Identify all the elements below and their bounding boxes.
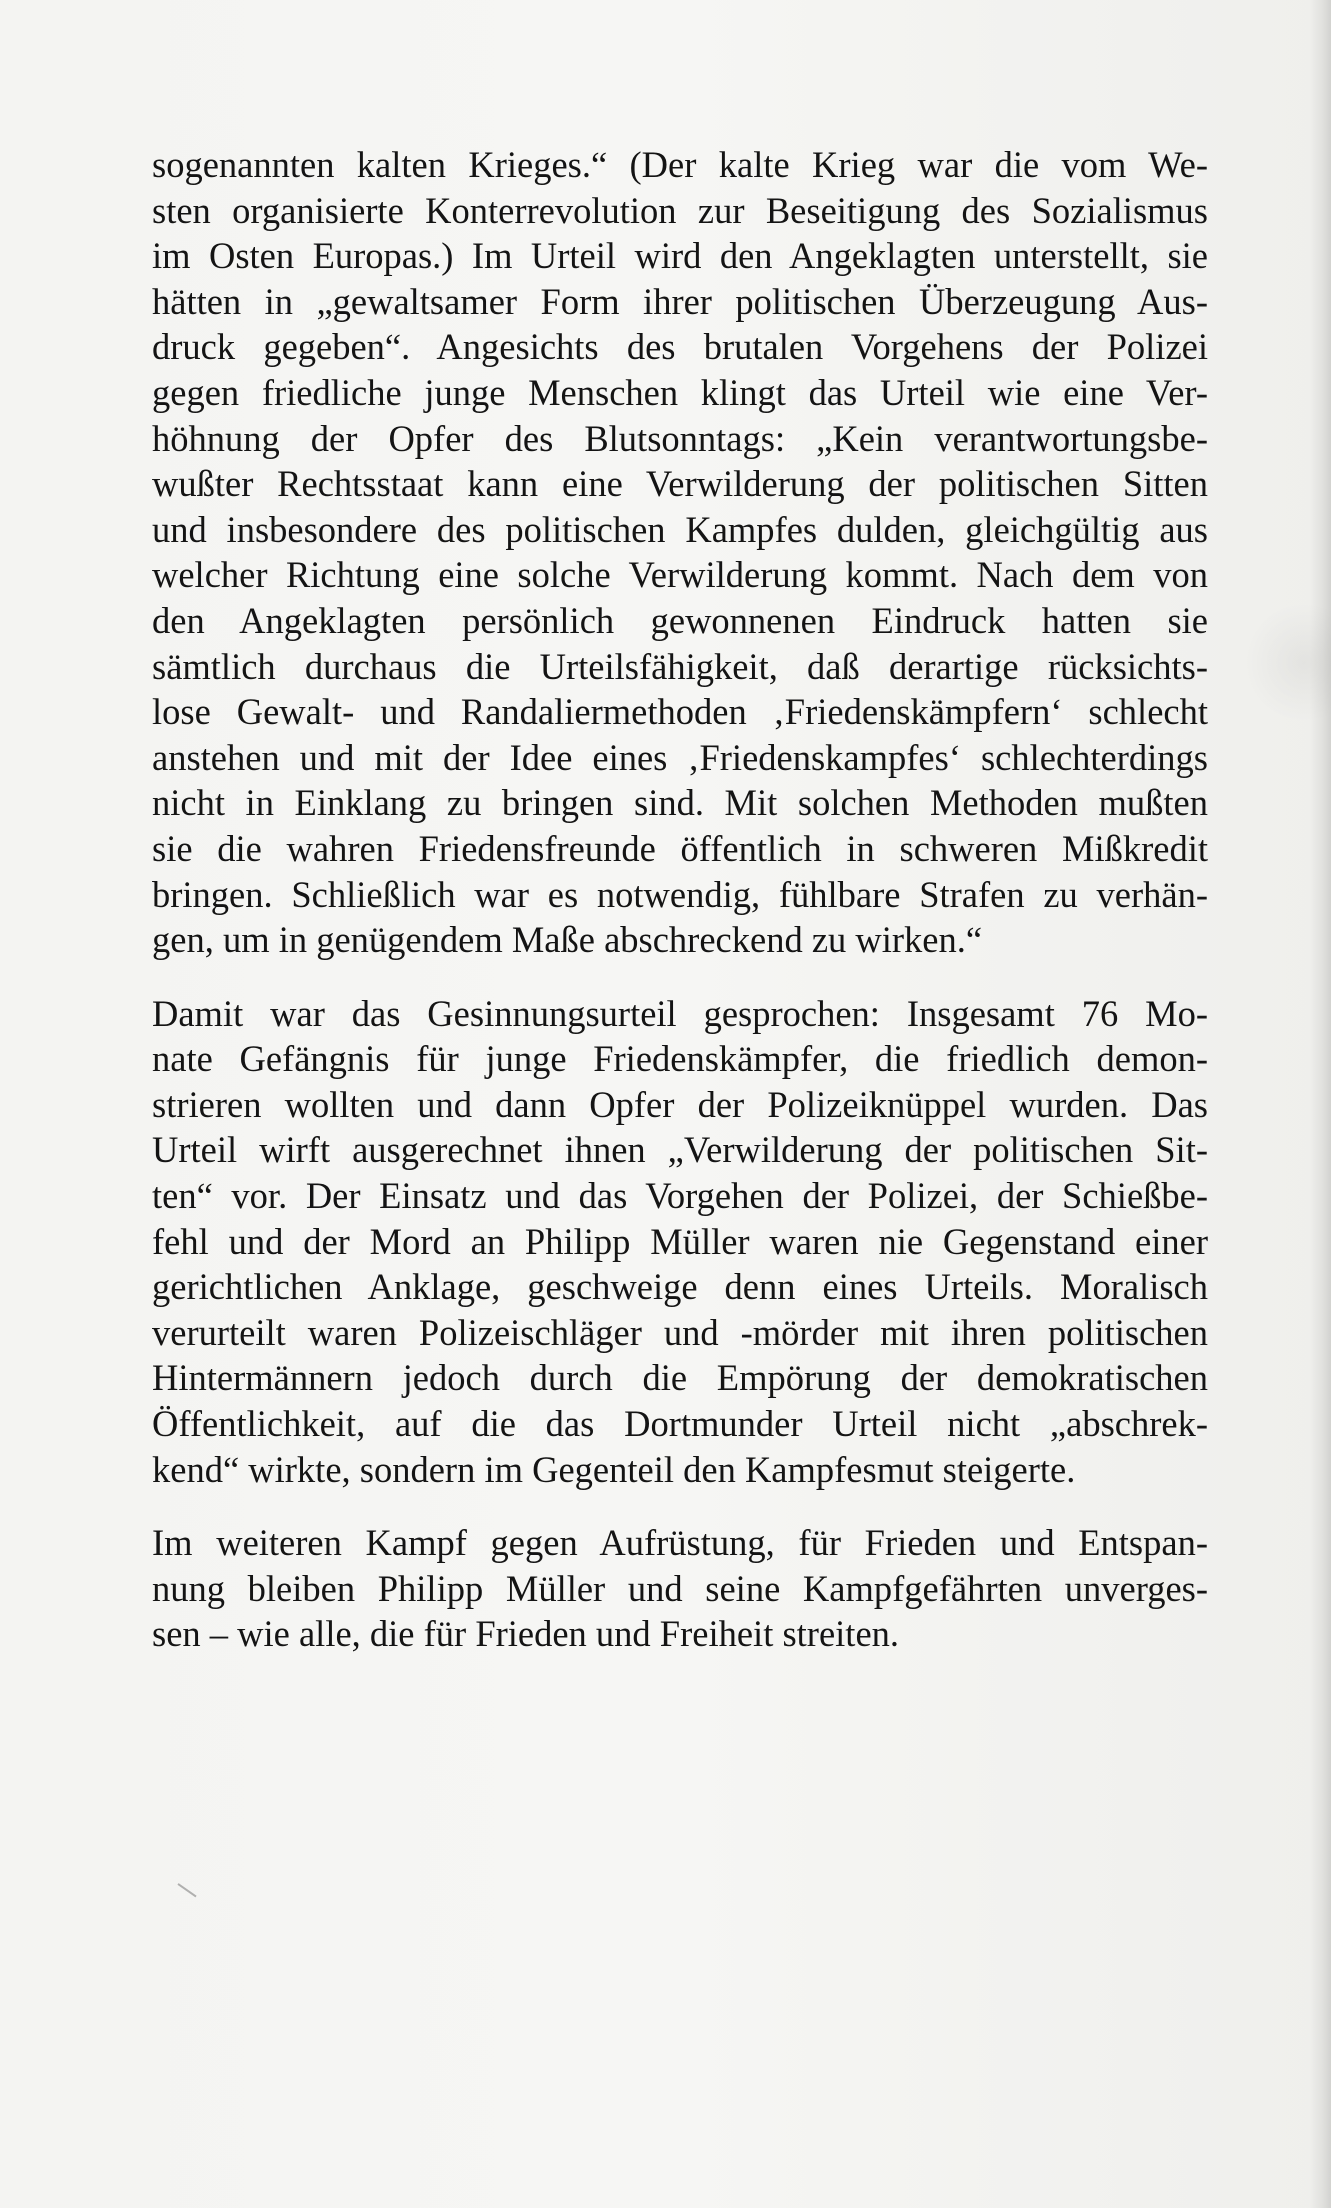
text-line: strieren wollten und dann Opfer der Polizeiknüppel wurden. Das [152,1083,1208,1125]
text-line: Urteil wirft ausgerechnet ihnen „Verwilderung der politischen Sit- [152,1129,1208,1171]
text-line: Damit war das Gesinnungsurteil gesprochen: Insgesamt 76 Mo- [152,992,1208,1034]
text-line: nicht in Einklang zu bringen sind. Mit solchen Methoden mußten [152,782,1208,824]
text-line: anstehen und mit der Idee eines ‚Friedenskampfes‘ schlechterdings [152,736,1208,778]
text-line: sämtlich durchaus die Urteilsfähigkeit, daß derartige rücksichts- [152,645,1208,687]
text-line: fehl und der Mord an Philipp Müller waren nie Gegenstand einer [152,1220,1208,1262]
text-line: hätten in „gewaltsamer Form ihrer politischen Überzeugung Aus- [152,280,1208,322]
stray-pen-mark [169,1883,196,1909]
text-line: welcher Richtung eine solche Verwilderung kommt. Nach dem von [152,554,1208,596]
text-line: ten“ vor. Der Einsatz und das Vorgehen der Polizei, der Schießbe- [152,1175,1208,1217]
text-line: höhnung der Opfer des Blutsonntags: „Kein verantwortungsbe- [152,417,1208,459]
text-line: wußter Rechtsstaat kann eine Verwilderung der politischen Sitten [152,463,1208,505]
paragraph-2 [152,991,1208,1493]
text-line: gerichtlichen Anklage, geschweige denn eines Urteils. Moralisch [152,1266,1208,1308]
text-line: Hintermännern jedoch durch die Empörung der demokratischen [152,1357,1208,1399]
page-edge-shadow [1309,0,1331,2208]
paragraph-1 [152,142,1208,963]
text-line: verurteilt waren Polizeischläger und -mörder mit ihren politischen [152,1311,1208,1353]
paragraph-3 [152,1520,1208,1657]
text-line: druck gegeben“. Angesichts des brutalen Vorgehens der Polizei [152,326,1208,368]
text-line: sie die wahren Friedensfreunde öffentlich in schweren Mißkredit [152,827,1208,869]
text-line: und insbesondere des politischen Kampfes dulden, gleichgültig aus [152,508,1208,550]
text-line: nate Gefängnis für junge Friedenskämpfer, die friedlich demon- [152,1038,1208,1080]
text-line: Im weiteren Kampf gegen Aufrüstung, für Frieden und Entspan- [152,1522,1208,1564]
text-line: lose Gewalt- und Randaliermethoden ‚Friedenskämpfern‘ schlecht [152,691,1208,733]
text-line: sogenannten kalten Krieges.“ (Der kalte Krieg war die vom We- [152,144,1208,185]
text-line: gen, um in genügendem Maße abschreckend zu wirken.“ [152,919,983,961]
text-line: im Osten Europas.) Im Urteil wird den Angeklagten unterstellt, sie [152,235,1208,277]
text-line: sen – wie alle, die für Frieden und Freiheit streiten. [152,1613,900,1655]
text-line: gegen friedliche junge Menschen klingt das Urteil wie eine Ver- [152,371,1208,413]
text-line: kend“ wirkte, sondern im Gegenteil den Kampfesmut steigerte. [152,1448,1076,1490]
text-line: sten organisierte Konterrevolution zur Beseitigung des Sozialismus [152,189,1208,231]
body-text [152,142,1208,1685]
text-line: Öffentlichkeit, auf die das Dortmunder Urteil nicht „abschrek- [152,1403,1208,1445]
text-line: bringen. Schließlich war es notwendig, fühlbare Strafen zu verhän- [152,873,1208,915]
text-line: nung bleiben Philipp Müller und seine Kampfgefährten unverges- [152,1567,1208,1609]
text-line: den Angeklagten persönlich gewonnenen Eindruck hatten sie [152,599,1208,641]
